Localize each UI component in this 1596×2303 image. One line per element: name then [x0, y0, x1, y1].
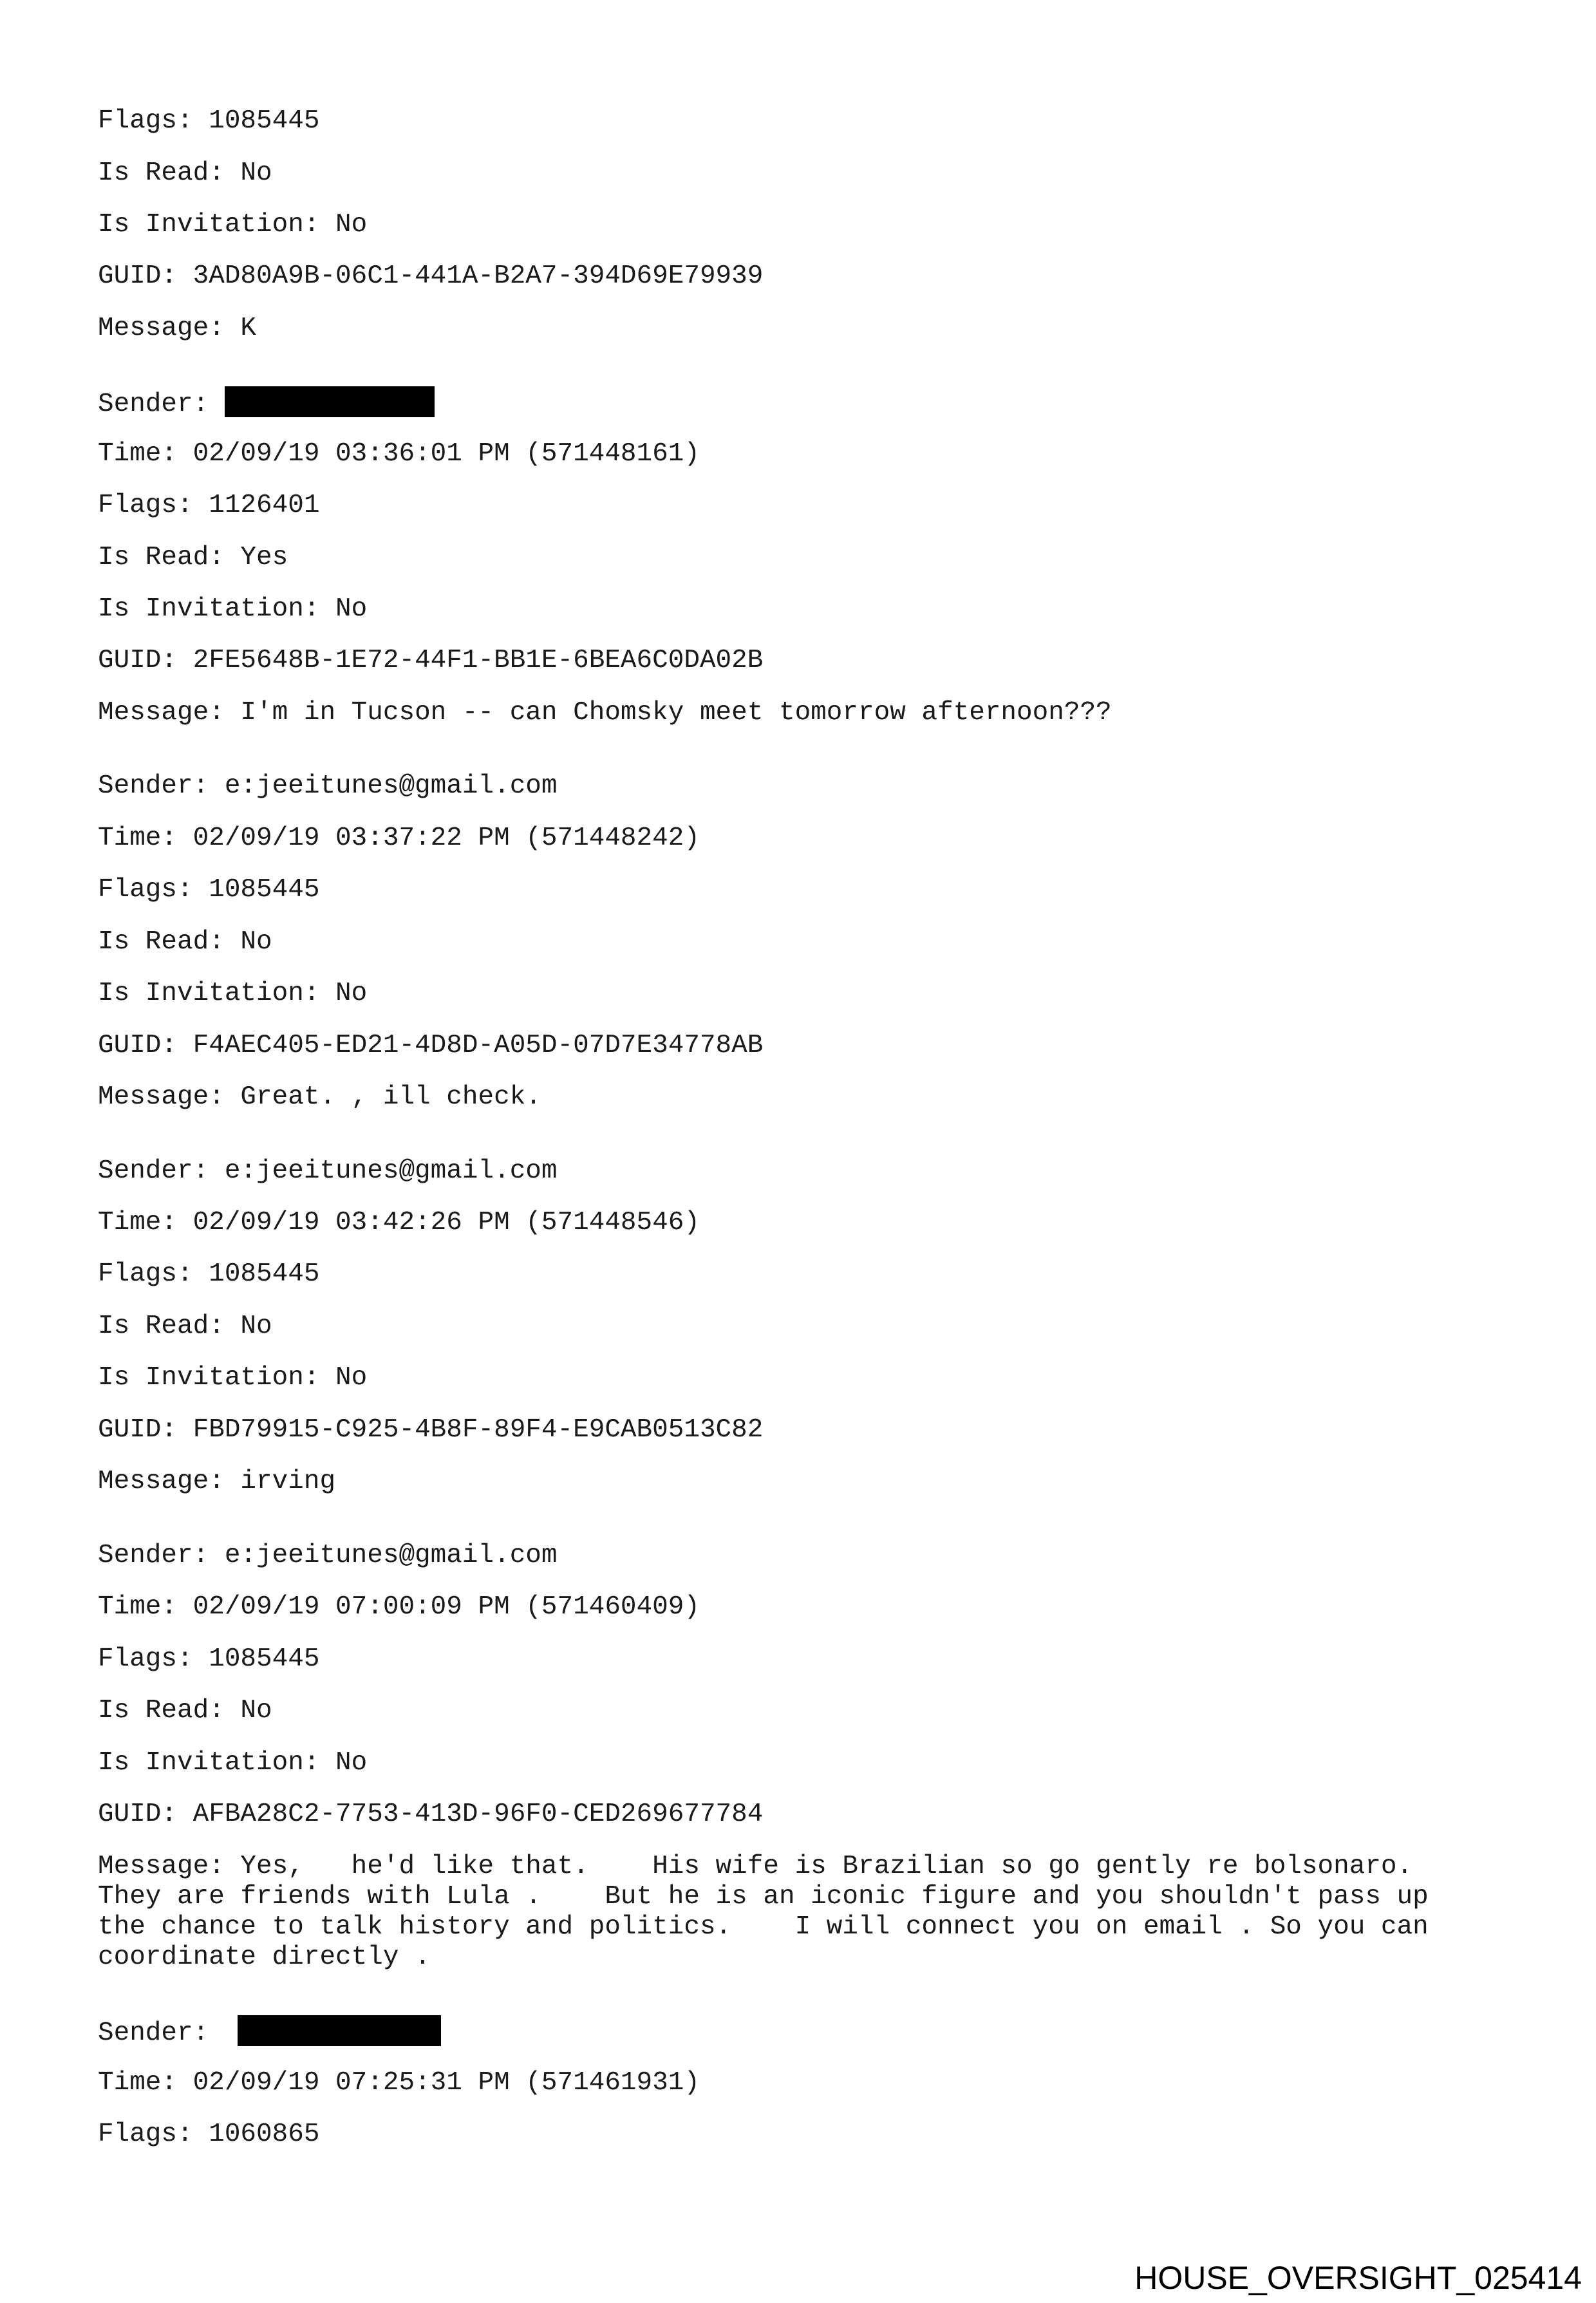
sender-label: Sender: — [98, 390, 225, 419]
time-line: Time: 02/09/19 03:36:01 PM (571448161) — [98, 439, 700, 469]
message-line: Message: I'm in Tucson -- can Chomsky meet tomorrow afternoon??? — [98, 698, 1112, 728]
is-read-line: Is Read: No — [98, 158, 272, 188]
guid-line: GUID: 2FE5648B-1E72-44F1-BB1E-6BEA6C0DA02B — [98, 646, 764, 675]
message-line: Message: Great. , ill check. — [98, 1082, 541, 1112]
is-invitation-line: Is Invitation: No — [98, 210, 368, 240]
bates-number: HOUSE_OVERSIGHT_025414 — [1134, 2260, 1582, 2296]
flags-line: Flags: 1060865 — [98, 2120, 320, 2149]
sender-line: Sender: e:jeeitunes@gmail.com — [98, 1541, 558, 1570]
redaction-bar — [238, 2015, 441, 2046]
message-line: Message: irving — [98, 1467, 336, 1496]
redaction-bar — [225, 386, 435, 417]
message-line: Message: Yes, he'd like that. His wife is Brazilian so go gently re bolsonaro. — [98, 1852, 1413, 1881]
is-invitation-line: Is Invitation: No — [98, 1748, 368, 1778]
message-continuation-line: They are friends with Lula . But he is an iconic figure and you shouldn't pass up — [98, 1882, 1429, 1912]
time-line: Time: 02/09/19 03:37:22 PM (571448242) — [98, 823, 700, 853]
sender-label: Sender: — [98, 2018, 225, 2048]
flags-line: Flags: 1085445 — [98, 106, 320, 136]
flags-line: Flags: 1085445 — [98, 875, 320, 905]
time-line: Time: 02/09/19 03:42:26 PM (571448546) — [98, 1208, 700, 1237]
is-invitation-line: Is Invitation: No — [98, 1363, 368, 1393]
guid-line: GUID: FBD79915-C925-4B8F-89F4-E9CAB0513C82 — [98, 1415, 764, 1445]
flags-line: Flags: 1126401 — [98, 491, 320, 520]
is-invitation-line: Is Invitation: No — [98, 594, 368, 624]
is-read-line: Is Read: No — [98, 1696, 272, 1725]
guid-line: GUID: F4AEC405-ED21-4D8D-A05D-07D7E34778AB — [98, 1031, 764, 1060]
sender-line — [98, 2015, 441, 2049]
message-continuation-line: coordinate directly . — [98, 1942, 431, 1972]
sender-line — [98, 386, 435, 420]
sender-line: Sender: e:jeeitunes@gmail.com — [98, 771, 558, 801]
flags-line: Flags: 1085445 — [98, 1644, 320, 1674]
flags-line: Flags: 1085445 — [98, 1259, 320, 1289]
is-read-line: Is Read: No — [98, 1311, 272, 1341]
is-read-line: Is Read: No — [98, 927, 272, 957]
is-invitation-line: Is Invitation: No — [98, 979, 368, 1008]
message-continuation-line: the chance to talk history and politics. I will connect you on email . So you can — [98, 1912, 1429, 1942]
guid-line: GUID: AFBA28C2-7753-413D-96F0-CED269677784 — [98, 1800, 764, 1829]
message-line: Message: K — [98, 314, 257, 343]
time-line: Time: 02/09/19 07:00:09 PM (571460409) — [98, 1592, 700, 1622]
is-read-line: Is Read: Yes — [98, 543, 288, 572]
time-line: Time: 02/09/19 07:25:31 PM (571461931) — [98, 2068, 700, 2098]
sender-line: Sender: e:jeeitunes@gmail.com — [98, 1156, 558, 1186]
guid-line: GUID: 3AD80A9B-06C1-441A-B2A7-394D69E79939 — [98, 261, 764, 291]
